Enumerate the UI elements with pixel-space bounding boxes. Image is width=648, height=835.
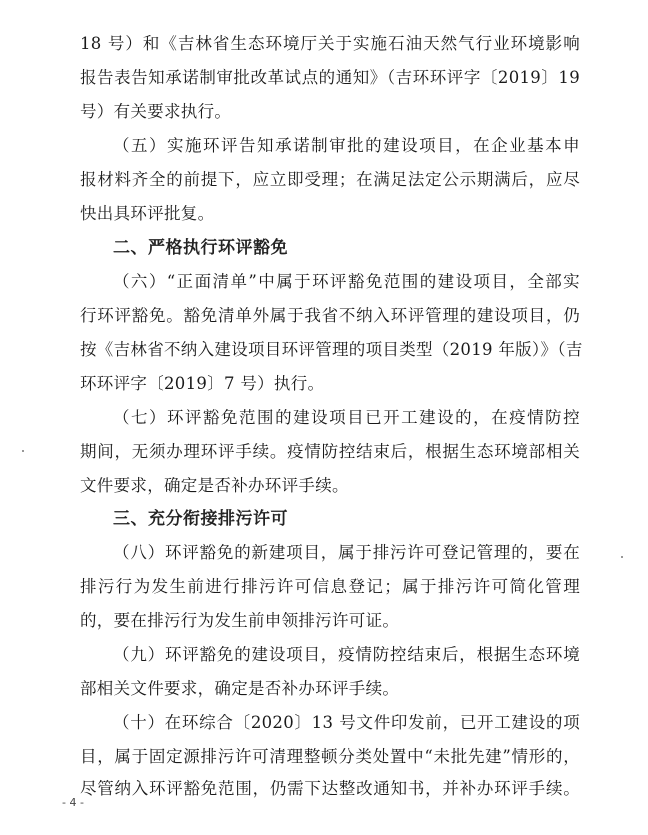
text-line: （九）环评豁免的建设项目，疫情防控结束后，根据生态环境 xyxy=(113,645,580,664)
text-line: 的，要在排污行为发生前申领排污许可证。 xyxy=(80,611,400,630)
text-line: 号）有关要求执行。 xyxy=(80,102,232,121)
text-line: （七）环评豁免范围的建设项目已开工建设的，在疫情防控 xyxy=(113,408,580,427)
section-heading: 二、严格执行环评豁免 xyxy=(113,238,288,258)
text-line: 尽管纳入环评豁免范围，仍需下达整改通知书，并补办环评手续。 xyxy=(80,779,580,798)
text-line: （六）“正面清单”中属于环评豁免范围的建设项目，全部实 xyxy=(113,272,580,291)
page-number: - 4 - xyxy=(62,796,84,809)
scan-speck xyxy=(22,450,24,452)
scan-speck xyxy=(621,556,623,558)
text-line: 报告表告知承诺制审批改革试点的通知》（吉环环评字〔2019〕19 xyxy=(80,68,580,87)
text-line: 环环评字〔2019〕7 号）执行。 xyxy=(80,374,325,393)
text-line: 按《吉林省不纳入建设项目环评管理的项目类型（2019 年版）》（吉 xyxy=(80,340,583,359)
text-line: 行环评豁免。豁免清单外属于我省不纳入环评管理的建设项目，仍 xyxy=(80,306,580,325)
text-line: 部相关文件要求，确定是否补办环评手续。 xyxy=(80,679,400,698)
text-line: 报材料齐全的前提下，应立即受理；在满足法定公示期满后，应尽 xyxy=(80,170,580,189)
text-line: 快出具环评批复。 xyxy=(80,204,215,223)
text-line: （十）在环综合〔2020〕13 号文件印发前，已开工建设的项 xyxy=(113,713,580,732)
text-line: 目，属于固定源排污许可清理整顿分类处置中“未批先建”情形的， xyxy=(80,747,580,766)
text-line: （八）环评豁免的新建项目，属于排污许可登记管理的，要在 xyxy=(113,543,580,562)
text-line: 文件要求，确定是否补办环评手续。 xyxy=(80,476,349,495)
text-line: 排污行为发生前进行排污许可信息登记；属于排污许可简化管理 xyxy=(80,577,580,596)
text-line: 18 号）和《吉林省生态环境厅关于实施石油天然气行业环境影响 xyxy=(80,34,580,53)
section-heading: 三、充分衔接排污许可 xyxy=(113,509,288,529)
text-line: 期间，无须办理环评手续。疫情防控结束后，根据生态环境部相关 xyxy=(80,442,580,461)
text-line: （五）实施环评告知承诺制审批的建设项目，在企业基本申 xyxy=(113,136,580,155)
